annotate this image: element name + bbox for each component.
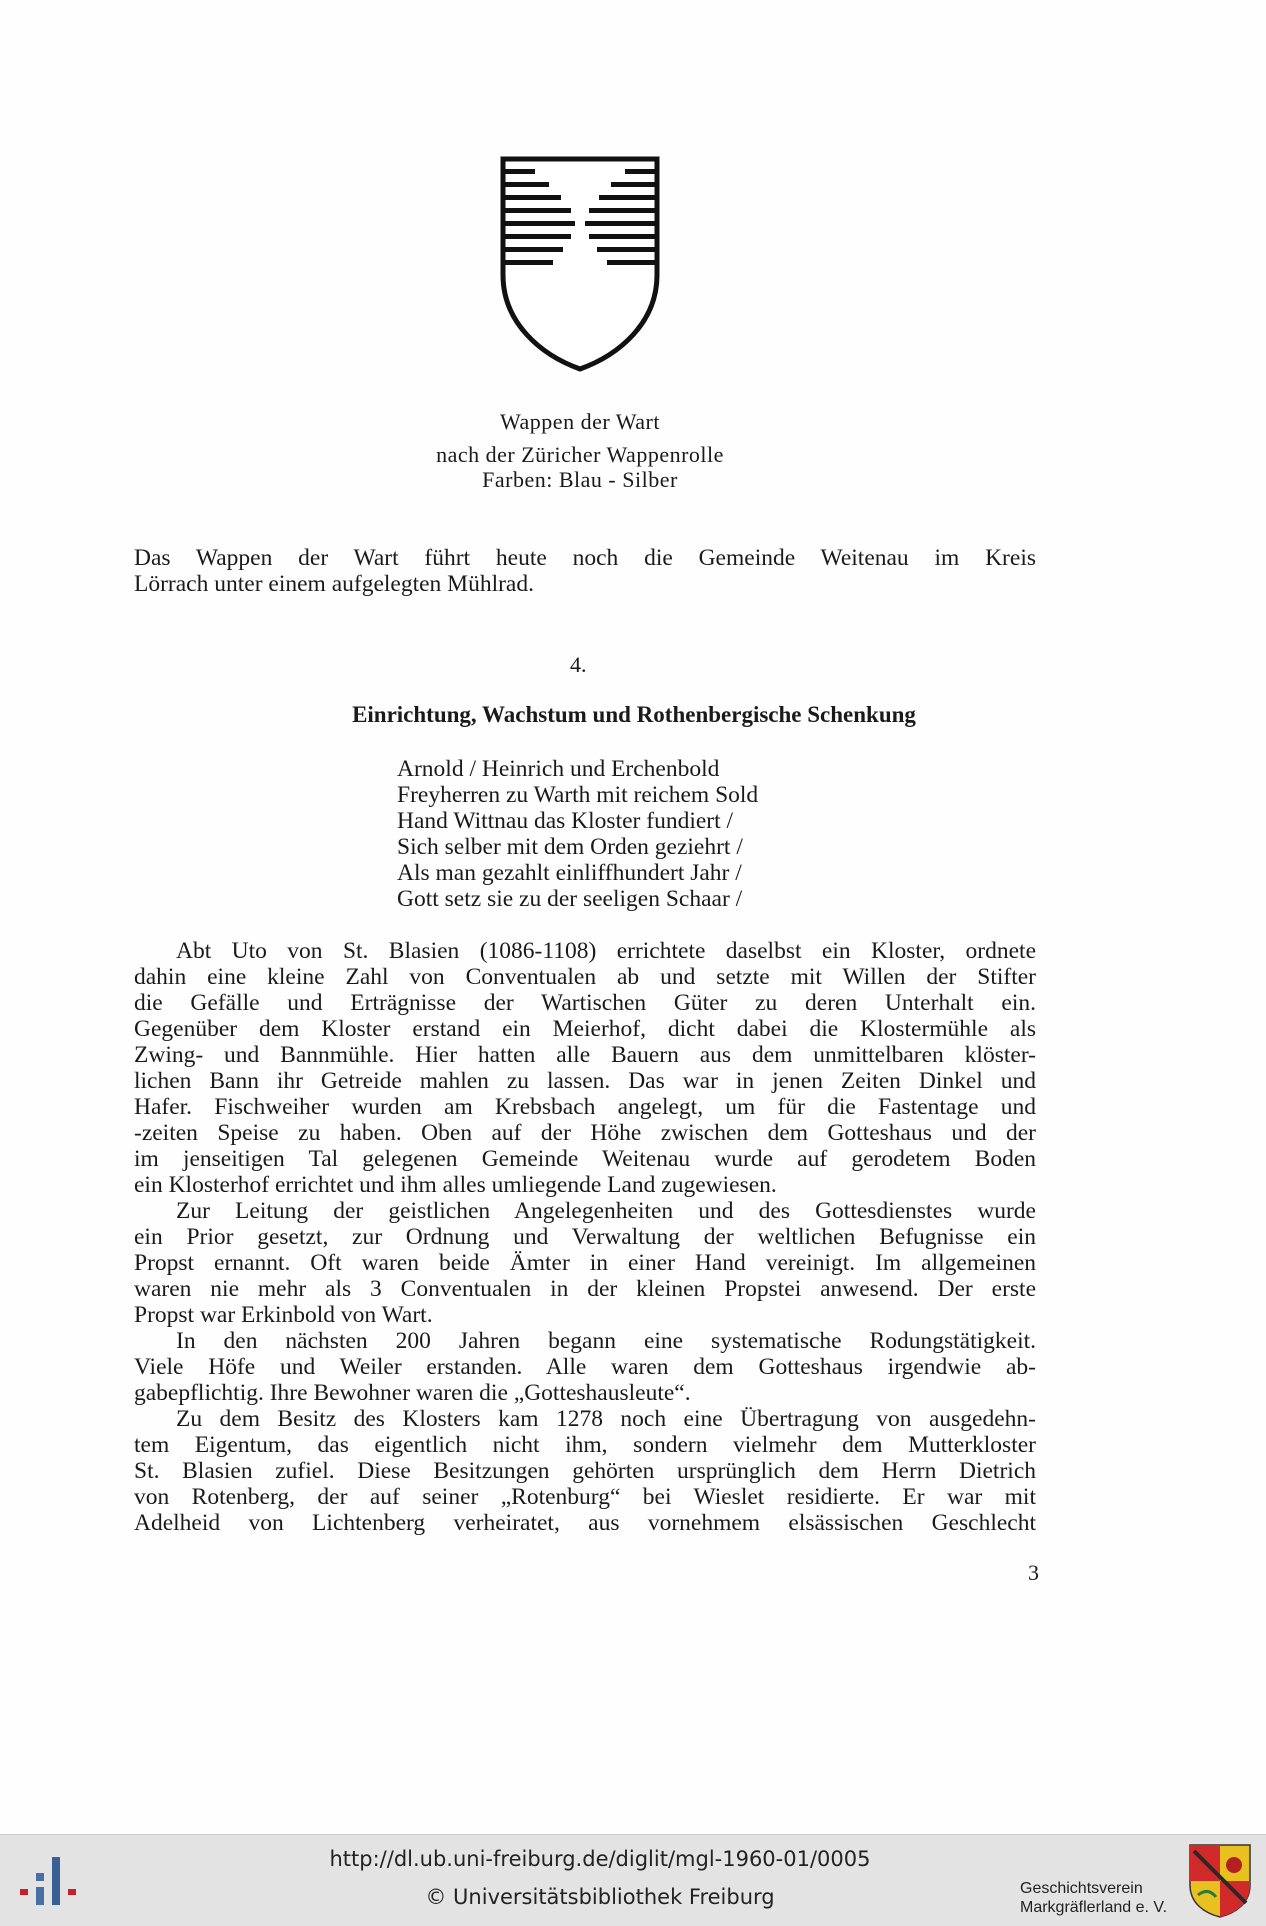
section-heading: Einrichtung, Wachstum und Rothenbergische Schenkung bbox=[352, 702, 916, 727]
verse-line: Arnold / Heinrich und Erchenbold bbox=[397, 756, 720, 782]
copyright-text: © Universitätsbibliothek Freiburg bbox=[425, 1885, 775, 1909]
body-paragraph-2 bbox=[134, 1198, 1036, 1328]
page-number: 3 bbox=[1028, 1560, 1039, 1585]
section-number: 4. bbox=[570, 652, 587, 677]
crest-caption-title: Wappen der Wart bbox=[500, 409, 660, 434]
verse-line: Gott setz sie zu der seeligen Schaar / bbox=[397, 886, 743, 912]
intro-paragraph bbox=[134, 545, 1036, 597]
text-line: im jenseitigen Tal gelegenen Gemeinde Weitenau wurde auf gerodetem Boden bbox=[134, 1146, 1036, 1172]
crest-caption-colors: Farben: Blau - Silber bbox=[482, 467, 678, 492]
text-line: Abt Uto von St. Blasien (1086-1108) errichtete daselbst ein Kloster, ordnete bbox=[176, 938, 1036, 964]
coat-of-arms-icon bbox=[499, 155, 661, 373]
verse-line: Sich selber mit dem Orden geziehrt / bbox=[397, 834, 743, 860]
text-line: lichen Bann ihr Getreide mahlen zu lassen. Das war in jenen Zeiten Dinkel und bbox=[134, 1068, 1036, 1094]
footer-bar bbox=[0, 1834, 1266, 1926]
text-line: die Gefälle und Erträgnisse der Wartischen Güter zu deren Unterhalt ein. bbox=[134, 990, 1036, 1016]
text-line: Viele Höfe und Weiler erstanden. Alle waren dem Gotteshaus irgendwie ab- bbox=[134, 1354, 1036, 1380]
text-line: Propst ernannt. Oft waren beide Ämter in einer Hand vereinigt. Im allgemeinen bbox=[134, 1250, 1036, 1276]
body-paragraph-1 bbox=[134, 938, 1036, 1198]
text-line: Adelheid von Lichtenberg verheiratet, aus vornehmem elsässischen Geschlecht bbox=[134, 1510, 1036, 1536]
society-name-line-1: Geschichtsverein bbox=[1020, 1880, 1143, 1897]
text-line: Lörrach unter einem aufgelegten Mühlrad. bbox=[134, 571, 534, 597]
verse-line: Als man gezahlt einliffhundert Jahr / bbox=[397, 860, 742, 886]
text-line: von Rotenberg, der auf seiner „Rotenburg“ bei Wieslet residierte. Er war mit bbox=[134, 1484, 1036, 1510]
text-line: Zu dem Besitz des Klosters kam 1278 noch eine Übertragung von ausgedehn- bbox=[176, 1406, 1036, 1432]
verse-line: Hand Wittnau das Kloster fundiert / bbox=[397, 808, 734, 834]
verse-line: Freyherren zu Warth mit reichem Sold bbox=[397, 782, 759, 808]
text-line: Propst war Erkinbold von Wart. bbox=[134, 1302, 433, 1328]
text-line: Das Wappen der Wart führt heute noch die Gemeinde Weitenau im Kreis bbox=[134, 545, 1036, 571]
text-line: St. Blasien zufiel. Diese Besitzungen gehörten ursprünglich dem Herrn Dietrich bbox=[134, 1458, 1036, 1484]
body-paragraph-4 bbox=[134, 1406, 1036, 1536]
text-line: gabepflichtig. Ihre Bewohner waren die „Gotteshausleute“. bbox=[134, 1380, 691, 1406]
text-line: Zur Leitung der geistlichen Angelegenheiten und des Gottesdienstes wurde bbox=[176, 1198, 1036, 1224]
text-line: dahin eine kleine Zahl von Conventualen ab und setzte mit Willen der Stifter bbox=[134, 964, 1036, 990]
text-line: Gegenüber dem Kloster erstand ein Meierhof, dicht dabei die Klostermühle als bbox=[134, 1016, 1036, 1042]
document-url-link[interactable]: http://dl.ub.uni-freiburg.de/diglit/mgl-1960-01/0005 bbox=[329, 1847, 871, 1871]
crest-caption-source: nach der Züricher Wappenrolle bbox=[436, 442, 724, 467]
text-line: Hafer. Fischweiher wurden am Krebsbach angelegt, um für die Fastentage und bbox=[134, 1094, 1036, 1120]
society-crest-icon[interactable] bbox=[1188, 1843, 1252, 1919]
verse-block bbox=[397, 756, 758, 912]
text-line: Zwing- und Bannmühle. Hier hatten alle Bauern aus dem unmittelbaren klöster- bbox=[134, 1042, 1036, 1068]
text-line: -zeiten Speise zu haben. Oben auf der Höhe zwischen dem Gotteshaus und der bbox=[134, 1120, 1036, 1146]
body-paragraph-3 bbox=[134, 1328, 1036, 1406]
society-name-line-2: Markgräflerland e. V. bbox=[1020, 1899, 1168, 1916]
text-line: waren nie mehr als 3 Conventualen in der kleinen Propstei anwesend. Der erste bbox=[134, 1276, 1036, 1302]
society-name bbox=[1020, 1879, 1167, 1917]
text-line: In den nächsten 200 Jahren begann eine systematische Rodungstätigkeit. bbox=[176, 1328, 1036, 1354]
ub-freiburg-logo-icon[interactable] bbox=[14, 1849, 84, 1909]
text-line: ein Prior gesetzt, zur Ordnung und Verwaltung der weltlichen Befugnisse ein bbox=[134, 1224, 1036, 1250]
text-line: tem Eigentum, das eigentlich nicht ihm, sondern vielmehr dem Mutterkloster bbox=[134, 1432, 1036, 1458]
text-line: ein Klosterhof errichtet und ihm alles umliegende Land zugewiesen. bbox=[134, 1172, 777, 1198]
